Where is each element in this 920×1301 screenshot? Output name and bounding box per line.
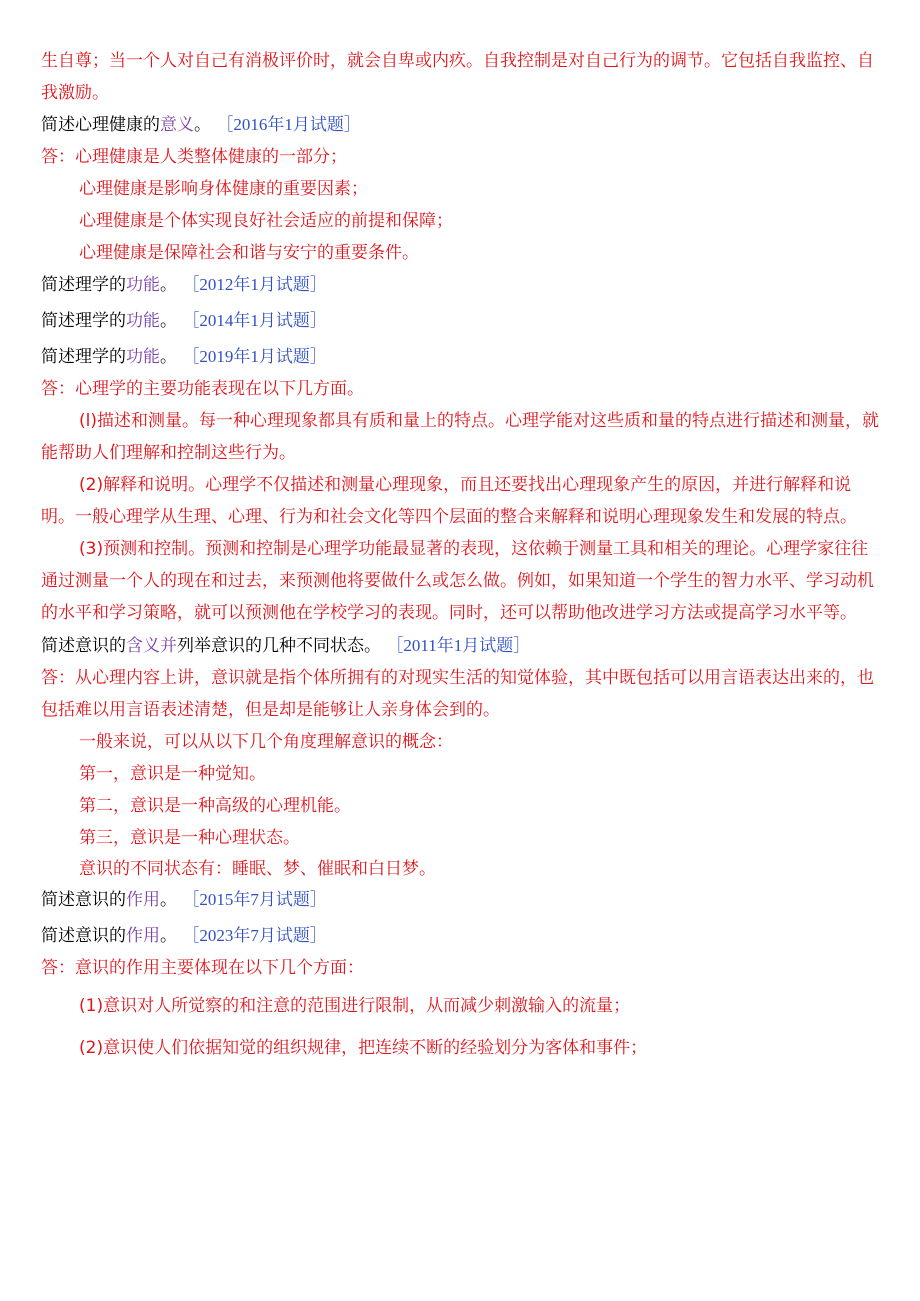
exam-date-tag: ［2023年7月试题］ [182, 926, 327, 945]
answer-line: 心理健康是个体实现良好社会适应的前提和保障； [79, 211, 453, 231]
question-consciousness-role [41, 884, 882, 916]
exam-date-tag: ［2014年1月试题］ [182, 311, 327, 330]
exam-date-tag: ［2019年1月试题］ [182, 347, 327, 366]
exam-date-tag: ［2012年1月试题］ [182, 275, 327, 294]
answer-line: 第二，意识是一种高级的心理机能。 [79, 796, 351, 816]
answer-line: 心理健康是影响身体健康的重要因素； [79, 179, 368, 199]
answer-lead: 答：心理健康是人类整体健康的一部分； [41, 147, 347, 167]
intro-paragraph: 生自尊；当一个人对自己有消极评价时，就会自卑或内疚。自我控制是对自己行为的调节。它包括自我监控、自我激励。 [41, 51, 874, 103]
answer-line: (1)意识对人所觉察的和注意的范围进行限制，从而减少刺激输入的流量； [79, 996, 631, 1016]
answer-line: 第三，意识是一种心理状态。 [79, 828, 300, 848]
question-consciousness-role [41, 920, 882, 952]
question-keyword: 功能 [126, 311, 160, 331]
question-text: 简述理学的 [41, 347, 126, 367]
answer-line: 一般来说，可以从以下几个角度理解意识的概念： [79, 732, 453, 752]
question-suffix: 。 [160, 275, 177, 295]
question-suffix: 。 [160, 311, 177, 331]
question-text: 简述理学的 [41, 275, 126, 295]
question-keyword: 作用 [126, 890, 160, 910]
question-text: 简述理学的 [41, 311, 126, 331]
answer-line: 第一，意识是一种觉知。 [79, 764, 266, 784]
question-keyword: 作用 [126, 926, 160, 946]
question-mental-health-significance [41, 109, 882, 141]
question-suffix: 。 [160, 890, 177, 910]
question-suffix: 。 [194, 115, 211, 135]
question-suffix: 列举意识的几种不同状态。 [177, 636, 381, 656]
answer-line: 意识的不同状态有：睡眠、梦、催眠和白日梦。 [79, 859, 436, 879]
question-keyword: 意义 [160, 115, 194, 135]
question-text: 简述心理健康的 [41, 115, 160, 135]
answer-paragraph: (2)解释和说明。心理学不仅描述和测量心理现象，而且还要找出心理现象产生的原因，并进行解释和说明。一般心理学从生理、心理、行为和社会文化等四个层面的整合来解释和说明心理现象发生和发展的特点。 [41, 475, 857, 527]
question-psychology-function [41, 269, 882, 301]
answer-line: (2)意识使人们依据知觉的组织规律，把连续不断的经验划分为客体和事件； [79, 1038, 648, 1058]
exam-date-tag: ［2016年1月试题］ [216, 115, 361, 134]
answer-paragraph: (3)预测和控制。预测和控制是心理学功能最显著的表现，这依赖于测量工具和相关的理论。心理学家往往通过测量一个人的现在和过去，来预测他将要做什么或怎么做。例如，如果知道一个学生的智力水平、学习动机的水平和学习策略，就可以预测他在学校学习的表现。同时，还可以帮助他改进学习方法或提高学习水平等。 [41, 539, 874, 623]
question-psychology-function [41, 341, 882, 373]
question-consciousness-meaning [41, 630, 882, 662]
question-text: 简述意识的 [41, 890, 126, 910]
question-keyword: 功能 [126, 275, 160, 295]
exam-date-tag: ［2015年7月试题］ [182, 890, 327, 909]
answer-paragraph: (l)描述和测量。每一种心理现象都具有质和量上的特点。心理学能对这些质和量的特点进行描述和测量，就能帮助人们理解和控制这些行为。 [41, 411, 879, 463]
question-text: 简述意识的 [41, 636, 126, 656]
answer-line: 心理健康是保障社会和谐与安宁的重要条件。 [79, 243, 419, 263]
answer-lead: 答：心理学的主要功能表现在以下几方面。 [41, 379, 364, 399]
question-suffix: 。 [160, 347, 177, 367]
answer-paragraph: 答：从心理内容上讲，意识就是指个体所拥有的对现实生活的知觉体验，其中既包括可以用言语表达出来的，也包括难以用言语表述清楚，但是却是能够让人亲身体会到的。 [41, 668, 874, 720]
question-keyword: 功能 [126, 347, 160, 367]
question-text: 简述意识的 [41, 926, 126, 946]
answer-lead: 答：意识的作用主要体现在以下几个方面： [41, 958, 364, 978]
question-keyword: 含义并 [126, 636, 177, 656]
question-psychology-function [41, 305, 882, 337]
exam-date-tag: ［2011年1月试题］ [386, 636, 531, 655]
question-suffix: 。 [160, 926, 177, 946]
